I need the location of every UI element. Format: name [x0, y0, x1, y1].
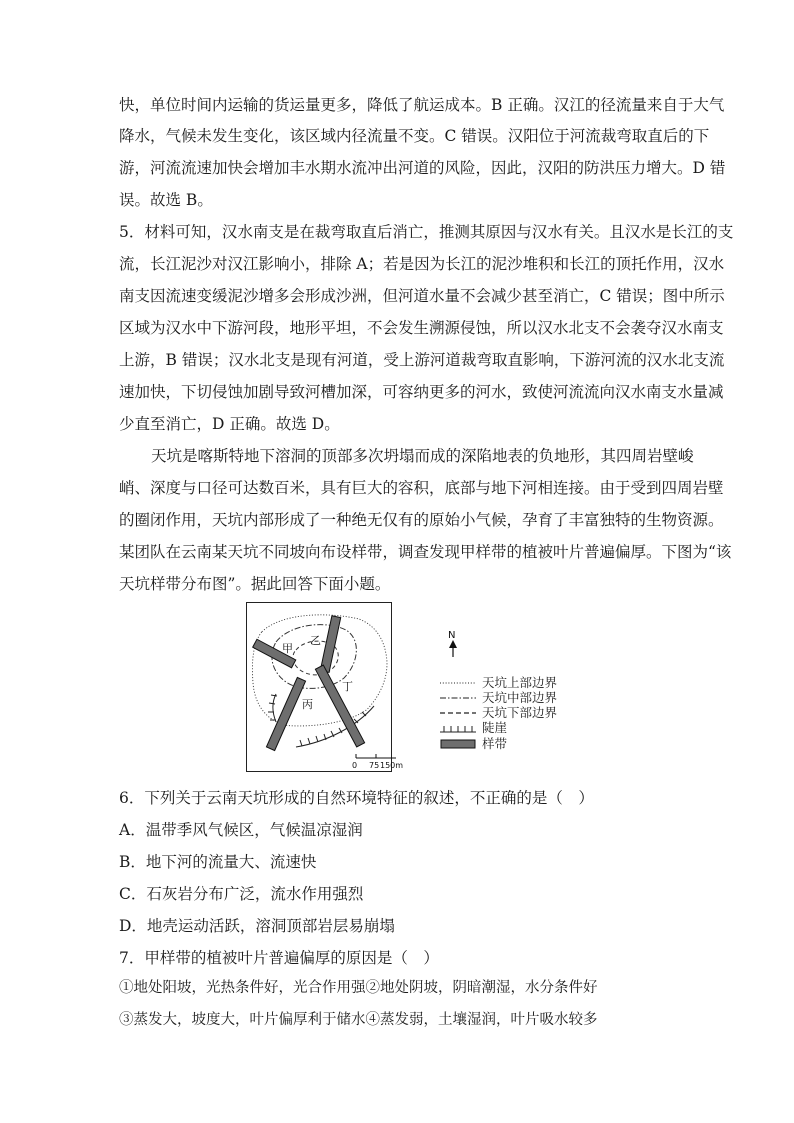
text-line: 流，长江泥沙对汉江影响小，排除 A；若是因为长江的泥沙堆积和长江的顶托作用，汉水 — [119, 255, 725, 273]
text-line: 区域为汉水中下游河段，地形平坦，不会发生溯源侵蚀，所以汉水北支不会袭夺汉水南支 — [119, 319, 724, 337]
band-ding — [315, 665, 364, 747]
text-line: 快，单位时间内运输的货运量更多，降低了航运成本。B 正确。汉江的径流量来自于大气 — [119, 96, 725, 114]
dashed-line-icon — [440, 709, 476, 717]
question-7-statements-1-2: ①地处阳坡，光热条件好，光合作用强②地处阴坡，阴暗潮湿，水分条件好 — [119, 980, 598, 996]
question-6-option-c: C．石灰岩分布广泛，流水作用强烈 — [119, 885, 364, 903]
text-line: 少直至消亡，D 正确。故选 D。 — [119, 415, 340, 433]
north-arrow-icon — [444, 628, 462, 658]
scale-tick-75: 75 — [369, 761, 380, 770]
dotted-line-icon — [440, 679, 476, 687]
question-6-option-d: D．地壳运动活跃，溶洞顶部岩层易崩塌 — [119, 917, 395, 935]
legend-cliff — [440, 721, 507, 735]
band-swatch-icon — [440, 739, 476, 749]
question-7-statements-3-4: ③蒸发大，坡度大，叶片偏厚利于储水④蒸发弱，土壤湿润，叶片吸水较多 — [119, 1012, 598, 1028]
text-line: 某团队在云南某天坑不同坡向布设样带，调查发现甲样带的植被叶片普遍偏厚。下图为“该 — [119, 543, 732, 561]
legend-label: 天坑上部边界 — [482, 675, 558, 690]
text-line: 的圈闭作用，天坑内部形成了一种绝无仅有的原始小气候，孕育了丰富独特的生物资源。 — [119, 511, 724, 529]
legend-lower-boundary — [440, 706, 557, 720]
text-line: 峭、深度与口径可达数百米，具有巨大的容积，底部与地下河相连接。由于受到四周岩壁 — [119, 479, 724, 497]
question-6-option-a: A．温带季风气候区，气候温凉湿润 — [119, 821, 363, 839]
label-jia: 甲 — [282, 642, 293, 655]
label-ding: 丁 — [342, 680, 353, 693]
tiankeng-map-figure — [246, 602, 404, 772]
answer-5-text: 5．材料可知，汉水南支是在裁弯取直后消亡，推测其原因与汉水有关。且汉水是长江的支 — [119, 223, 734, 241]
legend-middle-boundary — [440, 691, 557, 705]
passage-text: 天坑是喀斯特地下溶洞的顶部多次坍塌而成的深陷地表的负地形，其四周岩壁峻 — [151, 447, 694, 465]
label-bing: 丙 — [302, 698, 313, 711]
label-yi: 乙 — [310, 634, 321, 647]
question-6-option-b: B．地下河的流量大、流速快 — [119, 853, 317, 871]
legend-band — [440, 737, 507, 751]
scale-bar — [356, 754, 396, 758]
scale-tick-150: 150m — [380, 761, 404, 770]
legend-label: 陡崖 — [482, 720, 508, 735]
legend-label: 天坑下部边界 — [482, 705, 558, 720]
text-line: 速加快，下切侵蚀加剧导致河槽加深，可容纳更多的河水，致使河流流向汉水南支水量减 — [119, 383, 724, 401]
north-label: N — [448, 630, 456, 641]
text-line: 游，河流流速加快会增加丰水期水流冲出河道的风险，因此，汉阳的防洪压力增大。D 错 — [119, 159, 726, 177]
dashdot-line-icon — [440, 694, 476, 702]
band-bing — [266, 677, 305, 750]
legend-upper-boundary — [440, 676, 557, 690]
band-yi — [320, 616, 340, 673]
legend-label: 样带 — [482, 736, 508, 751]
text-line: 误。故选 B。 — [119, 191, 213, 209]
text-line: 降水，气候未发生变化，该区域内径流量不变。C 错误。汉阳位于河流裁弯取直后的下 — [119, 127, 710, 145]
legend-label: 天坑中部边界 — [482, 690, 558, 705]
text-line: 南支因流速变缓泥沙增多会形成沙洲，但河道水量不会减少甚至消亡，C 错误；图中所示 — [119, 287, 725, 305]
cliff-symbol-icon — [440, 723, 476, 733]
scale-tick-0: 0 — [352, 761, 358, 770]
question-6-stem: 6．下列关于云南天坑形成的自然环境特征的叙述，不正确的是（ ） — [119, 789, 594, 807]
question-7-stem: 7．甲样带的植被叶片普遍偏厚的原因是（ ） — [119, 949, 439, 967]
text-line: 上游，B 错误；汉水北支是现有河道，受上游河道裁弯取直影响，下游河流的汉水北支流 — [119, 351, 725, 369]
text-line: 天坑样带分布图”。据此回答下面小题。 — [119, 575, 391, 593]
